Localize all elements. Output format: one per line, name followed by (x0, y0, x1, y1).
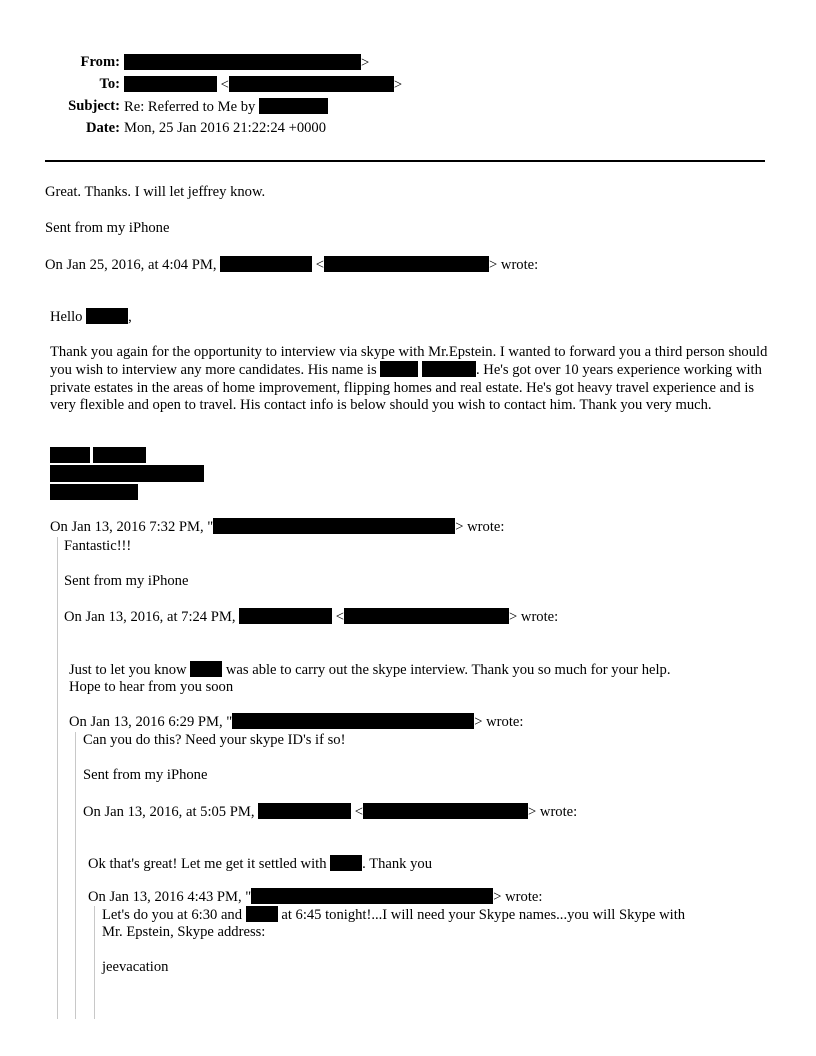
quote-attribution: On Jan 13, 2016, at 5:05 PM, < > wrote: (83, 804, 578, 820)
redaction-block (93, 447, 146, 463)
quote-bar (57, 537, 58, 1019)
from-bracket: > (361, 55, 370, 71)
subject-row (0, 98, 816, 116)
redaction-block (86, 308, 128, 324)
from-row (0, 54, 816, 72)
quote-attribution: On Jan 13, 2016, at 7:24 PM, < > wrote: (64, 609, 559, 625)
quoted-text: Just to let you know was able to carry out the skype interview. Thank you so much for your help. (69, 662, 671, 678)
quote-attribution: On Jan 13, 2016 6:29 PM, " > wrote: (69, 714, 524, 730)
quoted-text: Ok that's great! Let me get it settled with . Thank you (88, 856, 433, 872)
header-divider (45, 160, 765, 162)
to-row (0, 76, 816, 94)
greeting: Hello , (50, 309, 132, 325)
date-row (0, 120, 816, 138)
date-label: Date: (85, 120, 120, 136)
redaction-block (363, 803, 528, 819)
quote-bar (94, 906, 95, 1019)
quoted-text: Let's do you at 6:30 and at 6:45 tonight!...I will need your Skype names...you will Skype with (102, 907, 686, 923)
redaction-block (258, 803, 351, 819)
to-bracket-open: < (220, 77, 229, 93)
redaction-block (50, 484, 138, 500)
redaction-block (190, 661, 222, 677)
signature-text: Sent from my iPhone (64, 573, 189, 589)
redaction-block (380, 361, 418, 377)
redaction-block (246, 906, 278, 922)
candidate-paragraph: Thank you again for the opportunity to interview via skype with Mr.Epstein. I wanted to forward you a third person should you wish to interview any more candidates. His name is . He's got over 10 years experience working with private estates in the areas of home improvement, flipping homes and real estate. He's got heavy travel experience and is very flexible and open to travel. His contact info is below should you wish to contact him. Thank you very much. (50, 344, 768, 413)
quote-bar (75, 732, 76, 1019)
quoted-text: Fantastic!!! (64, 538, 132, 554)
signature-text: Sent from my iPhone (83, 767, 208, 783)
redaction-block (232, 713, 474, 729)
date-value: Mon, 25 Jan 2016 21:22:24 +0000 (124, 120, 327, 136)
redaction-block (229, 76, 394, 92)
signature-text: Sent from my iPhone (45, 220, 170, 236)
quote-attribution: On Jan 25, 2016, at 4:04 PM, < > wrote: (45, 257, 539, 273)
reply-text: Great. Thanks. I will let jeffrey know. (45, 184, 266, 200)
quote-attribution: On Jan 13, 2016 7:32 PM, " > wrote: (50, 519, 505, 535)
redaction-block (124, 54, 361, 70)
redaction-block (50, 447, 90, 463)
redaction-block (239, 608, 332, 624)
redaction-block (259, 98, 328, 114)
quote-attribution: On Jan 13, 2016 4:43 PM, " > wrote: (88, 889, 543, 905)
redaction-block (324, 256, 489, 272)
redaction-block (220, 256, 312, 272)
quoted-text: Mr. Epstein, Skype address: (102, 924, 266, 940)
redaction-block (344, 608, 509, 624)
redaction-block (330, 855, 362, 871)
from-label: From: (80, 54, 120, 70)
to-label: To: (99, 76, 120, 92)
redaction-block (50, 465, 204, 482)
skype-address: jeevacation (102, 959, 169, 975)
redaction-block (124, 76, 217, 92)
redaction-block (422, 361, 476, 377)
redaction-block (213, 518, 455, 534)
redaction-block (251, 888, 493, 904)
to-bracket-close: > (393, 77, 403, 93)
subject-label: Subject: (68, 98, 120, 114)
quoted-text: Hope to hear from you soon (69, 679, 234, 695)
quoted-text: Can you do this? Need your skype ID's if so! (83, 732, 346, 748)
subject-value: Re: Referred to Me by (124, 99, 256, 115)
